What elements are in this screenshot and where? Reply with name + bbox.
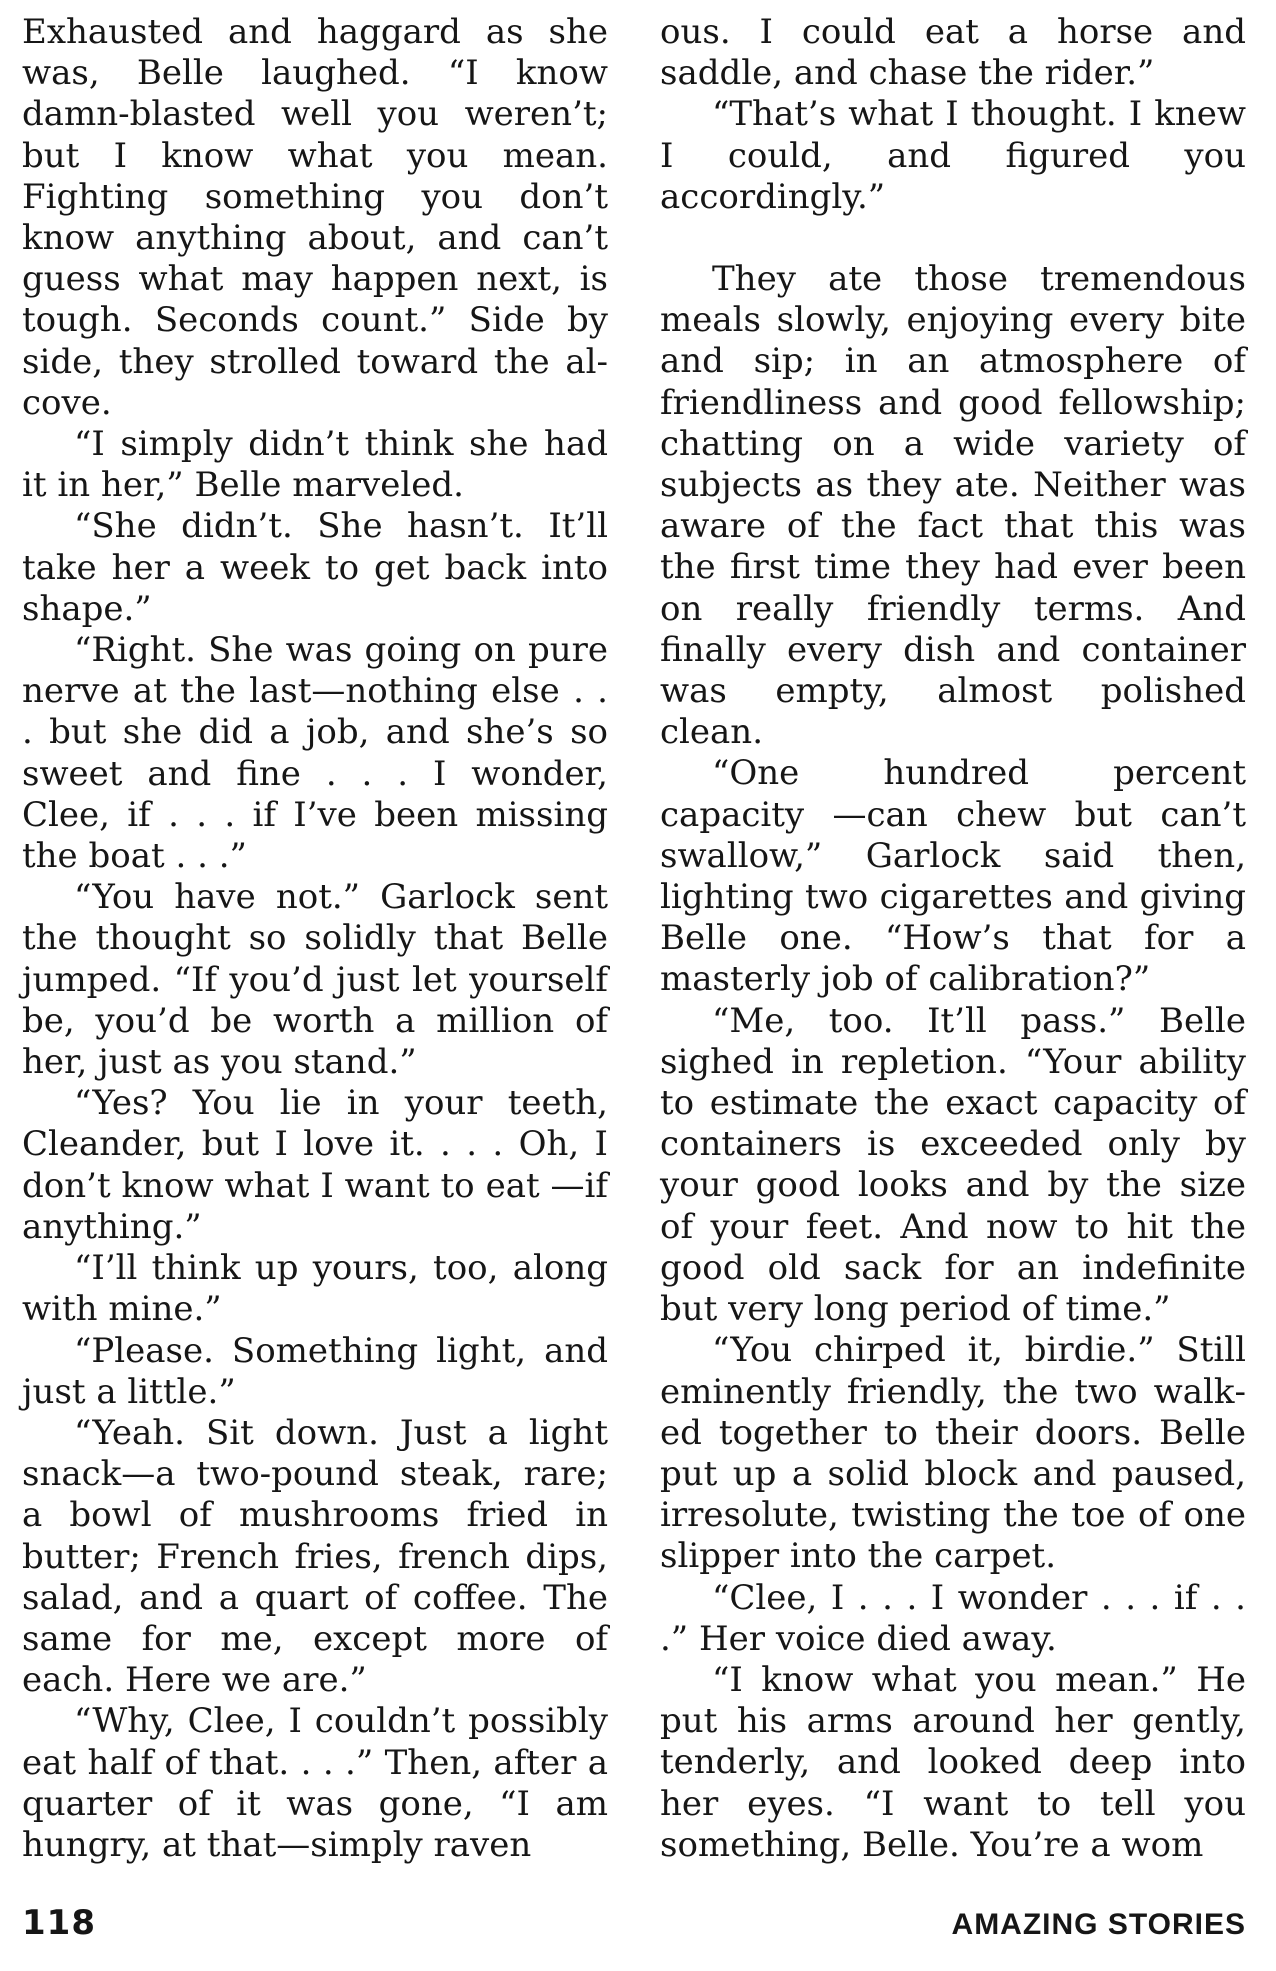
paragraph: “I know what you mean.” He put his arms around her gently, tenderly, and looked deep into her eyes. “I want to tell you something, Belle. You’re a wom xyxy=(660,1659,1246,1865)
paragraph: “Please. Something light, and just a little.” xyxy=(22,1330,608,1412)
paragraph: ous. I could eat a horse and saddle, and chase the rider.” xyxy=(660,12,1246,94)
running-title: AMAZING STORIES xyxy=(951,1908,1246,1941)
paragraph: “Why, Clee, I couldn’t possibly eat half of that. . . .” Then, after a quarter of it was gone, “I am hungry, at that—simply raven xyxy=(22,1701,608,1865)
paragraph: “Clee, I . . . I wonder . . . if . . .” Her voice died away. xyxy=(660,1577,1246,1659)
paragraph: “I’ll think up yours, too, along with mine.” xyxy=(22,1248,608,1330)
paragraph: Exhausted and haggard as she was, Belle laughed. “I know damn-blasted well you weren’t; but I know what you mean. Fighting something you don’t know anything about, and can’t guess what may happen next, is tough. Seconds count.” Side by side, they strolled toward the alcove. xyxy=(22,12,608,423)
page-footer xyxy=(22,1903,1246,1943)
paragraph: “That’s what I thought. I knew I could, and figured you accordingly.” xyxy=(660,94,1246,217)
paragraph: “Right. She was going on pure nerve at the last—nothing else . . . but she did a job, and she’s so sweet and fine . . . I wonder, Clee, if . . . if I’ve been missing the boat . . .” xyxy=(22,630,608,877)
paragraph: “You chirped it, birdie.” Still eminently friendly, the two walked together to their doors. Belle put up a solid block and paused, irresolute, twisting the toe of one slipper into the carpet. xyxy=(660,1330,1246,1577)
paragraph: “You have not.” Garlock sent the thought so solidly that Belle jumped. “If you’d just let yourself be, you’d be worth a million of her, just as you stand.” xyxy=(22,877,608,1083)
page-number: 118 xyxy=(22,1903,96,1943)
right-text-column xyxy=(660,12,1246,1866)
paragraph: “Yes? You lie in your teeth, Cleander, but I love it. . . . Oh, I don’t know what I want to eat —if anything.” xyxy=(22,1083,608,1247)
paragraph: They ate those tremendous meals slowly, enjoying every bite and sip; in an atmosphere of friendliness and good fellowship; chatting on a wide variety of subjects as they ate. Neither was aware of the fact that this was the first time they had ever been on really friendly terms. And finally every dish and container was empty, almost polished clean. xyxy=(660,259,1246,753)
paragraph: “Me, too. It’ll pass.” Belle sighed in repletion. “Your ability to estimate the exact capacity of containers is exceeded only by your good looks and by the size of your feet. And now to hit the good old sack for an indefinite but very long period of time.” xyxy=(660,1000,1246,1330)
left-text-column xyxy=(22,12,608,1866)
paragraph: “Yeah. Sit down. Just a light snack—a two-pound steak, rare; a bowl of mushrooms fried in butter; French fries, french dips, salad, and a quart of coffee. The same for me, except more of each. Here we are.” xyxy=(22,1412,608,1701)
paragraph: “One hundred percent capacity —can chew but can’t swallow,” Garlock said then, lighting two cigarettes and giving Belle one. “How’s that for a masterly job of calibration?” xyxy=(660,753,1246,1000)
paragraph: “She didn’t. She hasn’t. It’ll take her a week to get back into shape.” xyxy=(22,506,608,629)
paragraph: “I simply didn’t think she had it in her,” Belle marveled. xyxy=(22,424,608,506)
